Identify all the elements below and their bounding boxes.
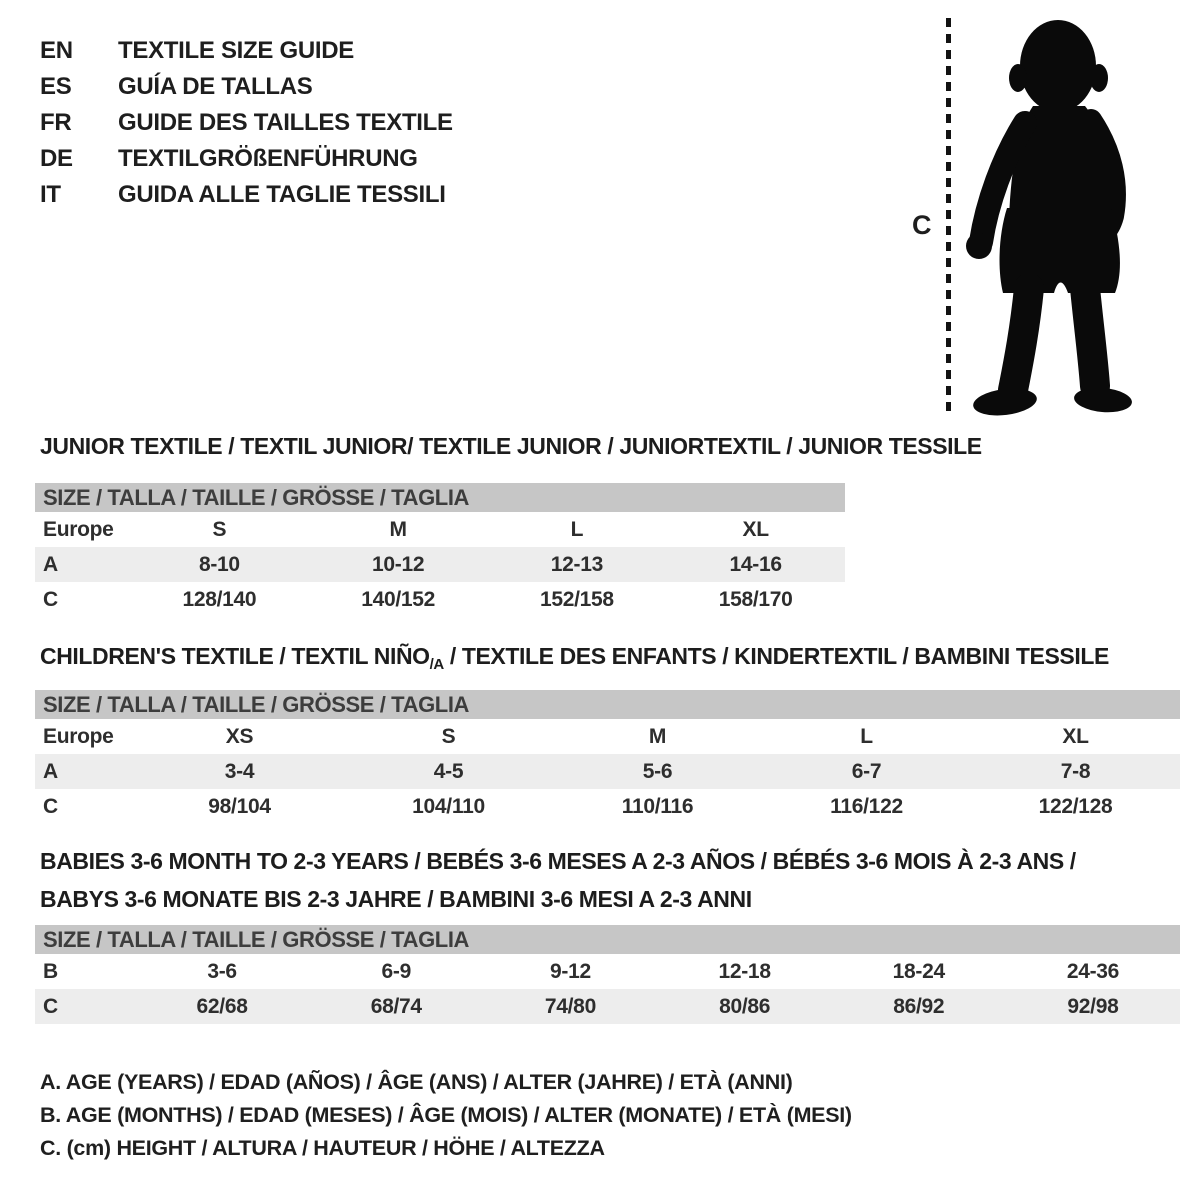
size-header-bar: SIZE / TALLA / TAILLE / GRÖSSE / TAGLIA: [35, 925, 1180, 954]
language-code: EN: [40, 37, 73, 64]
table-cell: XL: [742, 517, 769, 541]
row-label: C: [43, 794, 58, 818]
table-cell: 6-7: [851, 759, 882, 783]
table-cell: L: [860, 724, 873, 748]
table-cell: 5-6: [642, 759, 673, 783]
language-code: FR: [40, 109, 72, 136]
language-row-it: [40, 177, 453, 213]
height-dashed-line: [946, 18, 951, 415]
babies-size-table: [35, 925, 1180, 1024]
table-row-age: [35, 547, 845, 582]
table-cell: 128/140: [182, 587, 257, 611]
table-cell: 4-5: [433, 759, 464, 783]
table-cell: 152/158: [539, 587, 614, 611]
row-label: A: [43, 759, 58, 783]
row-label: Europe: [43, 724, 114, 748]
table-cell: 24-36: [1066, 959, 1120, 983]
table-cell: 98/104: [208, 794, 271, 818]
legend-line-c: C. (cm) HEIGHT / ALTURA / HAUTEUR / HÖHE / ALTEZZA: [40, 1136, 605, 1160]
language-row-es: [40, 69, 453, 105]
row-label: Europe: [43, 517, 114, 541]
guide-title-es: GUÍA DE TALLAS: [118, 73, 313, 100]
row-label: A: [43, 552, 58, 576]
table-cell: 9-12: [550, 959, 591, 983]
table-row-height: [35, 582, 845, 617]
language-row-en: [40, 33, 453, 69]
table-cell: 110/116: [621, 794, 694, 818]
table-row-europe: [35, 512, 845, 547]
table-cell: 62/68: [196, 994, 248, 1018]
table-cell: XS: [225, 724, 254, 748]
legend-line-b: B. AGE (MONTHS) / EDAD (MESES) / ÂGE (MOIS) / ALTER (MONATE) / ETÀ (MESI): [40, 1103, 852, 1127]
table-cell: 140/152: [361, 587, 436, 611]
table-cell: 8-10: [198, 552, 240, 576]
table-cell: 6-9: [381, 959, 411, 983]
table-cell: 74/80: [544, 994, 596, 1018]
language-code: DE: [40, 145, 73, 172]
table-cell: M: [389, 517, 407, 541]
junior-section-title: JUNIOR TEXTILE / TEXTIL JUNIOR/ TEXTILE JUNIOR / JUNIORTEXTIL / JUNIOR TESSILE: [40, 433, 982, 459]
row-label: B: [43, 959, 58, 983]
table-row-months: [35, 954, 1180, 989]
toddler-silhouette-icon: [963, 18, 1141, 418]
legend-block: [40, 1070, 852, 1169]
table-cell: S: [212, 517, 227, 541]
children-title-prefix: CHILDREN'S TEXTILE / TEXTIL NIÑO: [40, 643, 430, 669]
table-cell: 116/122: [830, 794, 903, 818]
size-header-bar: SIZE / TALLA / TAILLE / GRÖSSE / TAGLIA: [35, 483, 845, 512]
children-title-subscript: /A: [429, 656, 444, 673]
guide-title-en: TEXTILE SIZE GUIDE: [118, 37, 354, 64]
guide-title-it: GUIDA ALLE TAGLIE TESSILI: [118, 181, 446, 208]
guide-title-de: TEXTILGRÖßENFÜHRUNG: [118, 145, 418, 172]
table-cell: M: [648, 724, 667, 748]
table-row-europe: [35, 719, 1180, 754]
table-cell: 68/74: [370, 994, 422, 1018]
babies-section-title-line2: BABYS 3-6 MONATE BIS 2-3 JAHRE / BAMBINI 3-6 MESI A 2-3 ANNI: [40, 886, 752, 912]
table-cell: XL: [1062, 724, 1089, 748]
children-size-table: [35, 690, 1180, 824]
table-cell: S: [441, 724, 456, 748]
table-cell: 7-8: [1060, 759, 1091, 783]
table-cell: 80/86: [719, 994, 771, 1018]
table-cell: 92/98: [1067, 994, 1119, 1018]
table-cell: 122/128: [1038, 794, 1113, 818]
table-cell: 14-16: [729, 552, 782, 576]
table-row-height: [35, 789, 1180, 824]
children-title-suffix: / TEXTILE DES ENFANTS / KINDERTEXTIL / BAMBINI TESSILE: [443, 643, 1109, 669]
language-code: IT: [40, 181, 61, 208]
language-row-de: [40, 141, 453, 177]
row-label: C: [43, 587, 58, 611]
table-cell: 86/92: [893, 994, 945, 1018]
table-cell: 18-24: [892, 959, 945, 983]
guide-title-fr: GUIDE DES TAILLES TEXTILE: [118, 109, 453, 136]
table-cell: 12-13: [550, 552, 603, 576]
language-title-block: [40, 33, 453, 213]
table-cell: 104/110: [412, 794, 485, 818]
babies-section-title-line1: BABIES 3-6 MONTH TO 2-3 YEARS / BEBÉS 3-6 MESES A 2-3 AÑOS / BÉBÉS 3-6 MOIS À 2-3 ANS /: [40, 848, 1076, 874]
table-row-height: [35, 989, 1180, 1024]
table-cell: 3-6: [207, 959, 237, 983]
row-label: C: [43, 994, 58, 1018]
language-row-fr: [40, 105, 453, 141]
legend-line-a: A. AGE (YEARS) / EDAD (AÑOS) / ÂGE (ANS) / ALTER (JAHRE) / ETÀ (ANNI): [40, 1070, 793, 1094]
size-header-bar: SIZE / TALLA / TAILLE / GRÖSSE / TAGLIA: [35, 690, 1180, 719]
table-cell: L: [570, 517, 584, 541]
table-cell: 158/170: [718, 587, 793, 611]
table-cell: 12-18: [718, 959, 771, 983]
table-cell: 10-12: [372, 552, 425, 576]
height-measure-label: C: [912, 210, 932, 240]
junior-size-table: [35, 483, 845, 617]
table-cell: 3-4: [224, 759, 255, 783]
language-code: ES: [40, 73, 72, 100]
children-section-title: [40, 643, 1109, 673]
table-row-age: [35, 754, 1180, 789]
